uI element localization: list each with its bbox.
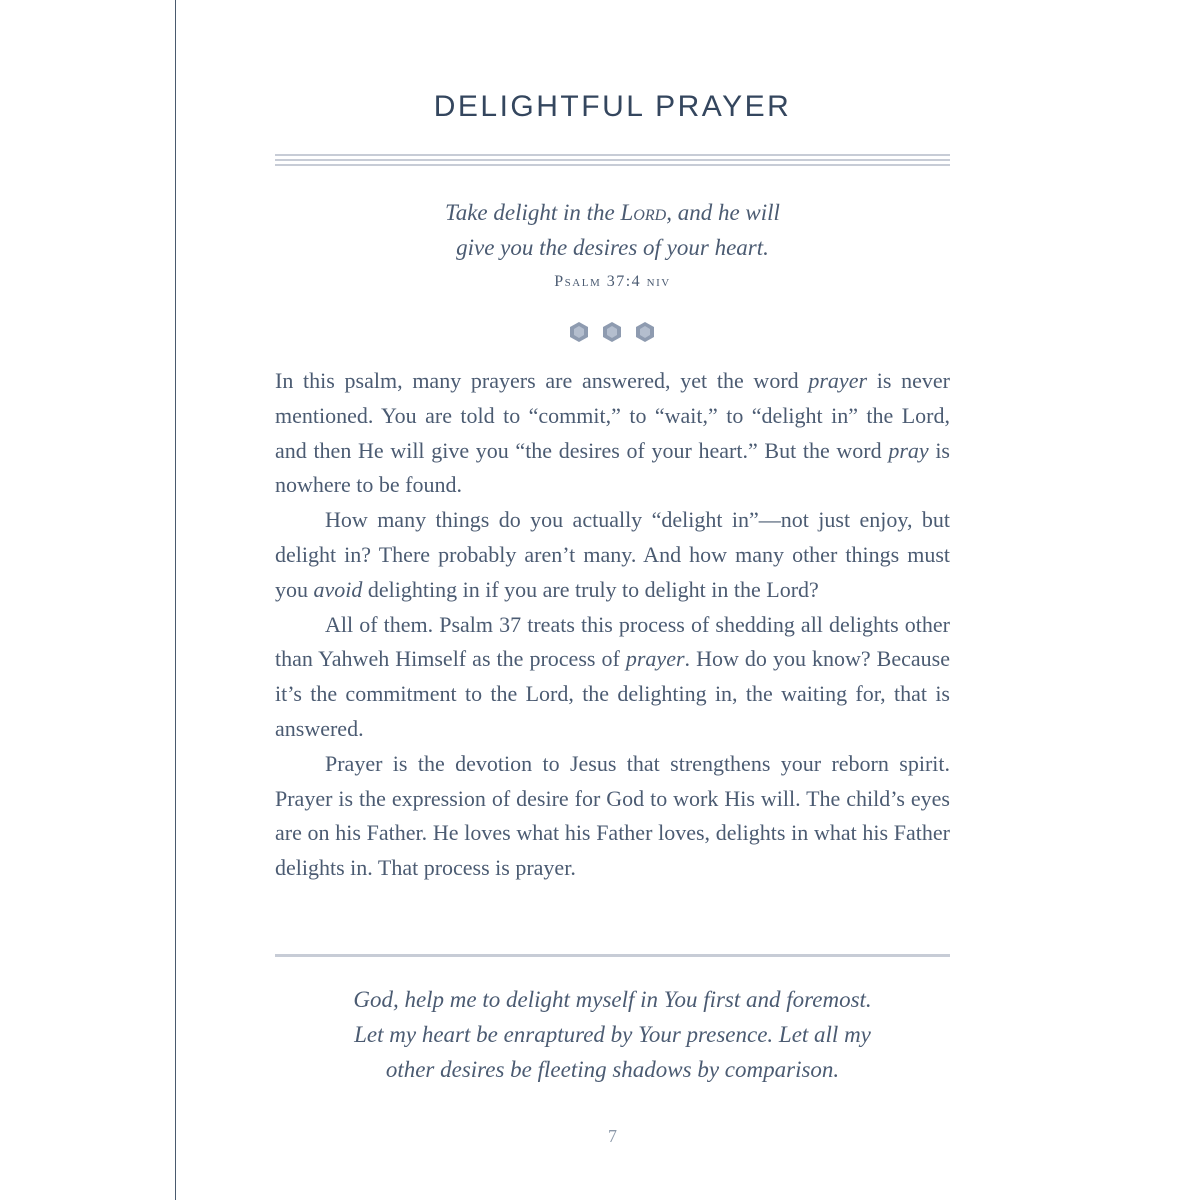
page-title: DELIGHTFUL PRAYER [433,90,792,123]
page-number: 7 [608,1126,617,1146]
devotional-body [275,364,950,886]
scripture-verse [275,195,950,265]
verse-line-1: Take delight in the Lord, and he will [445,200,780,225]
body-paragraph: In this psalm, many prayers are answered, yet the word prayer is never mentioned. You are told to “commit,” to “wait,” to “delight in” the Lord, and then He will give you “the desires of your heart.” But the word pray is nowhere to be found. [275,368,950,498]
prayer-line: Let my heart be enraptured by Your presence. Let all my [354,1022,871,1047]
hexagon-icon [570,322,588,342]
prayer-divider [275,954,950,957]
closing-prayer [275,982,950,1087]
prayer-line: other desires be fleeting shadows by comparison. [385,1057,840,1082]
verse-line-2: give you the desires of your heart. [456,235,769,260]
hexagon-icon [636,322,654,342]
hexagon-icon [603,322,621,342]
page-gutter-line [175,0,176,1200]
body-paragraph: All of them. Psalm 37 treats this process of shedding all delights other than Yahweh Himself as the process of prayer. How do you know? Because it’s the commitment to the Lord, the delighting in, the waiting for, that is answered. [275,611,950,741]
prayer-line: God, help me to delight myself in You first and foremost. [353,987,872,1012]
body-paragraph: How many things do you actually “delight in”—not just enjoy, but delight in? There probably aren’t many. And how many other things must you avoid delighting in if you are truly to delight in the Lord? [275,507,950,602]
title-divider [275,154,950,169]
ornament-divider [567,321,657,343]
verse-lord: Lord [620,200,667,225]
verse-reference: Psalm 37:4 niv [554,273,671,290]
body-paragraph: Prayer is the devotion to Jesus that strengthens your reborn spirit. Prayer is the expression of desire for God to work His will. The child’s eyes are on his Father. He loves what his Father loves, delights in what his Father delights in. That process is prayer. [275,750,950,881]
